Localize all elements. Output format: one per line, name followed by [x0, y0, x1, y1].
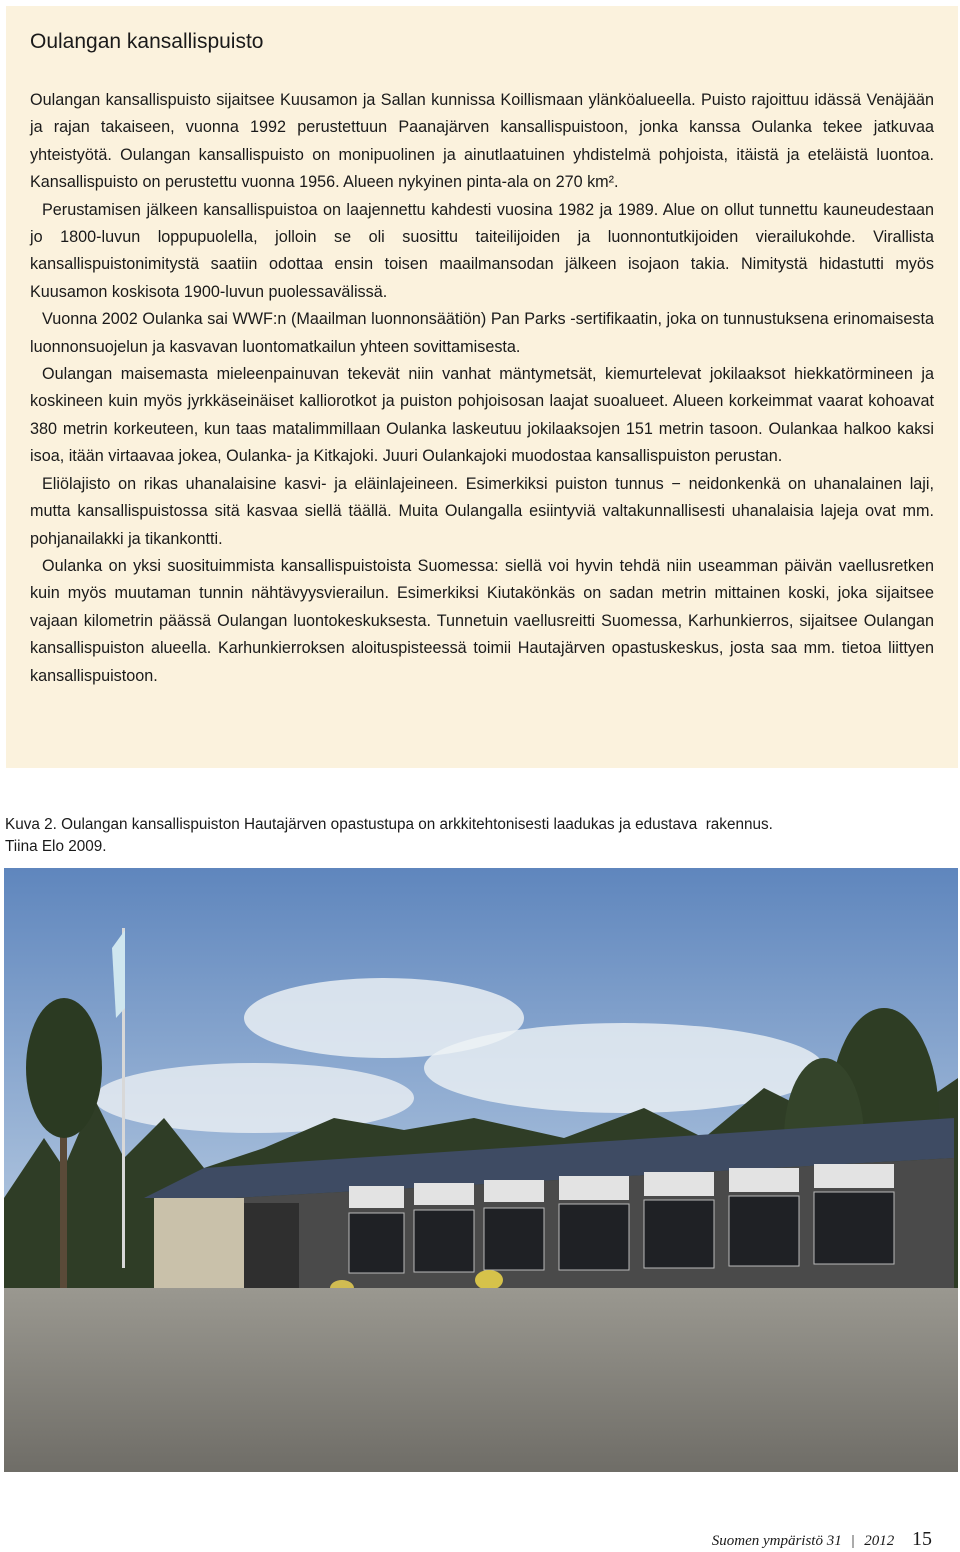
cloud	[94, 1063, 414, 1133]
paragraph-6: Oulanka on yksi suosituimmista kansallispuistoista Suomessa: siellä voi hyvin tehdä niin useamman päivän vaellusretken kuin myös muutaman tunnin nähtävyysvierailun. Esimerkiksi Kiutakönkäs on sadan metrin mittainen koski, joka sijaitsee vajaan kilometrin päässä Oulangan luontokeskuksesta. Tunnetuin vaellusreitti Suomessa, Karhunkierros, sijaitsee Oulangan kansallispuiston alueella. Karhunkierroksen aloituspisteessä toimii Hautajärven opastuskeskus, josta saa mm. tietoa liittyen kansallispuistoon.	[30, 556, 934, 685]
info-box	[6, 6, 958, 768]
caption-credit: Tiina Elo 2009.	[5, 838, 107, 855]
page-footer	[712, 1528, 932, 1551]
pine-crown	[26, 998, 102, 1138]
paragraph-2: Perustamisen jälkeen kansallispuistoa on laajennettu kahdesti vuosina 1982 ja 1989. Alue on ollut tunnettu kauneudestaan jo 1800-luvun loppupuolella, jolloin se oli suosittu taiteilijoiden ja luonnontutkijoiden vierailukohde. Virallista kansallispuistonimitystä saatiin odottaa ensin toisen maailmansodan jälkeen isojaon takia. Nimitystä hidastutti myös Kuusamon koskisota 1900-luvun puolessavälissä.	[30, 200, 934, 301]
entrance-wall	[154, 1198, 244, 1298]
publication-year: 2012	[864, 1533, 895, 1549]
footer-separator: |	[851, 1533, 855, 1549]
paragraph-3: Vuonna 2002 Oulanka sai WWF:n (Maailman luonnonsäätiön) Pan Parks -sertifikaatin, joka on tunnustuksena erinomaisesta luonnonsuojelun ja kasvavan luontomatkailun yhteen sovittamisesta.	[30, 310, 934, 356]
building-photo	[4, 868, 958, 1472]
paragraph-4: Oulangan maisemasta mieleenpainuvan tekevät niin vanhat mäntymetsät, kiemurtelevat jokilaaksot hiekkatörmineen ja koskineen kuin myös jyrkkäseinäiset kalliorotkot ja puiston pohjoisosan laajat suoalueet. Alueen korkeimmat vaarat kohoavat 380 metrin korkeuteen, kun taas matalimmillaan Oulanka laskeutuu jokilaaksojen 151 metrin tasoon. Oulankaa halkoo kaksi isoa, itään virtaavaa jokea, Oulanka- ja Kitkajoki. Juuri Oulankajoki muodostaa kansallispuiston perustan.	[30, 365, 934, 466]
gravel-yard	[4, 1288, 958, 1472]
flower-pot	[475, 1270, 503, 1290]
publication-name: Suomen ympäristö	[711, 1533, 823, 1549]
figure-caption	[5, 814, 925, 858]
caption-line-1: Kuva 2. Oulangan kansallispuiston Hautajärven opastustupa on arkkitehtonisesti laadukas ja edustava rakennus.	[5, 816, 773, 833]
entrance-porch	[244, 1203, 299, 1298]
paragraph-5: Eliölajisto on rikas uhanalaisine kasvi- ja eläinlajeineen. Esimerkiksi puiston tunnus − neidonkenkä on uhanalainen laji, mutta kansallispuistossa sitä kasvaa siellä täällä. Muita Oulangalla esiintyviä valtakunnallisesti uhanalaisia lajeja ovat mm. pohjanailakki ja tikankontti.	[30, 474, 934, 548]
page-number: 15	[912, 1528, 932, 1550]
box-title: Oulangan kansallispuisto	[30, 30, 264, 53]
paragraph-1: Oulangan kansallispuisto sijaitsee Kuusamon ja Sallan kunnissa Koillismaan ylänköalueella. Puisto rajoittuu idässä Venäjään ja rajan takaiseen, vuonna 1992 perustettuun Paanajärven kansallispuistoon, jonka kanssa Oulanka tekee jatkuvaa yhteistyötä. Oulangan kansallispuisto on monipuolinen ja ainutlaatuinen yhdistelmä pohjoista, itäistä ja eteläistä luontoa. Kansallispuisto on perustettu vuonna 1956. Alueen nykyinen pinta-ala on 270 km².	[30, 91, 934, 192]
photo-illustration	[4, 868, 958, 1472]
issue-number: 31	[826, 1533, 842, 1549]
